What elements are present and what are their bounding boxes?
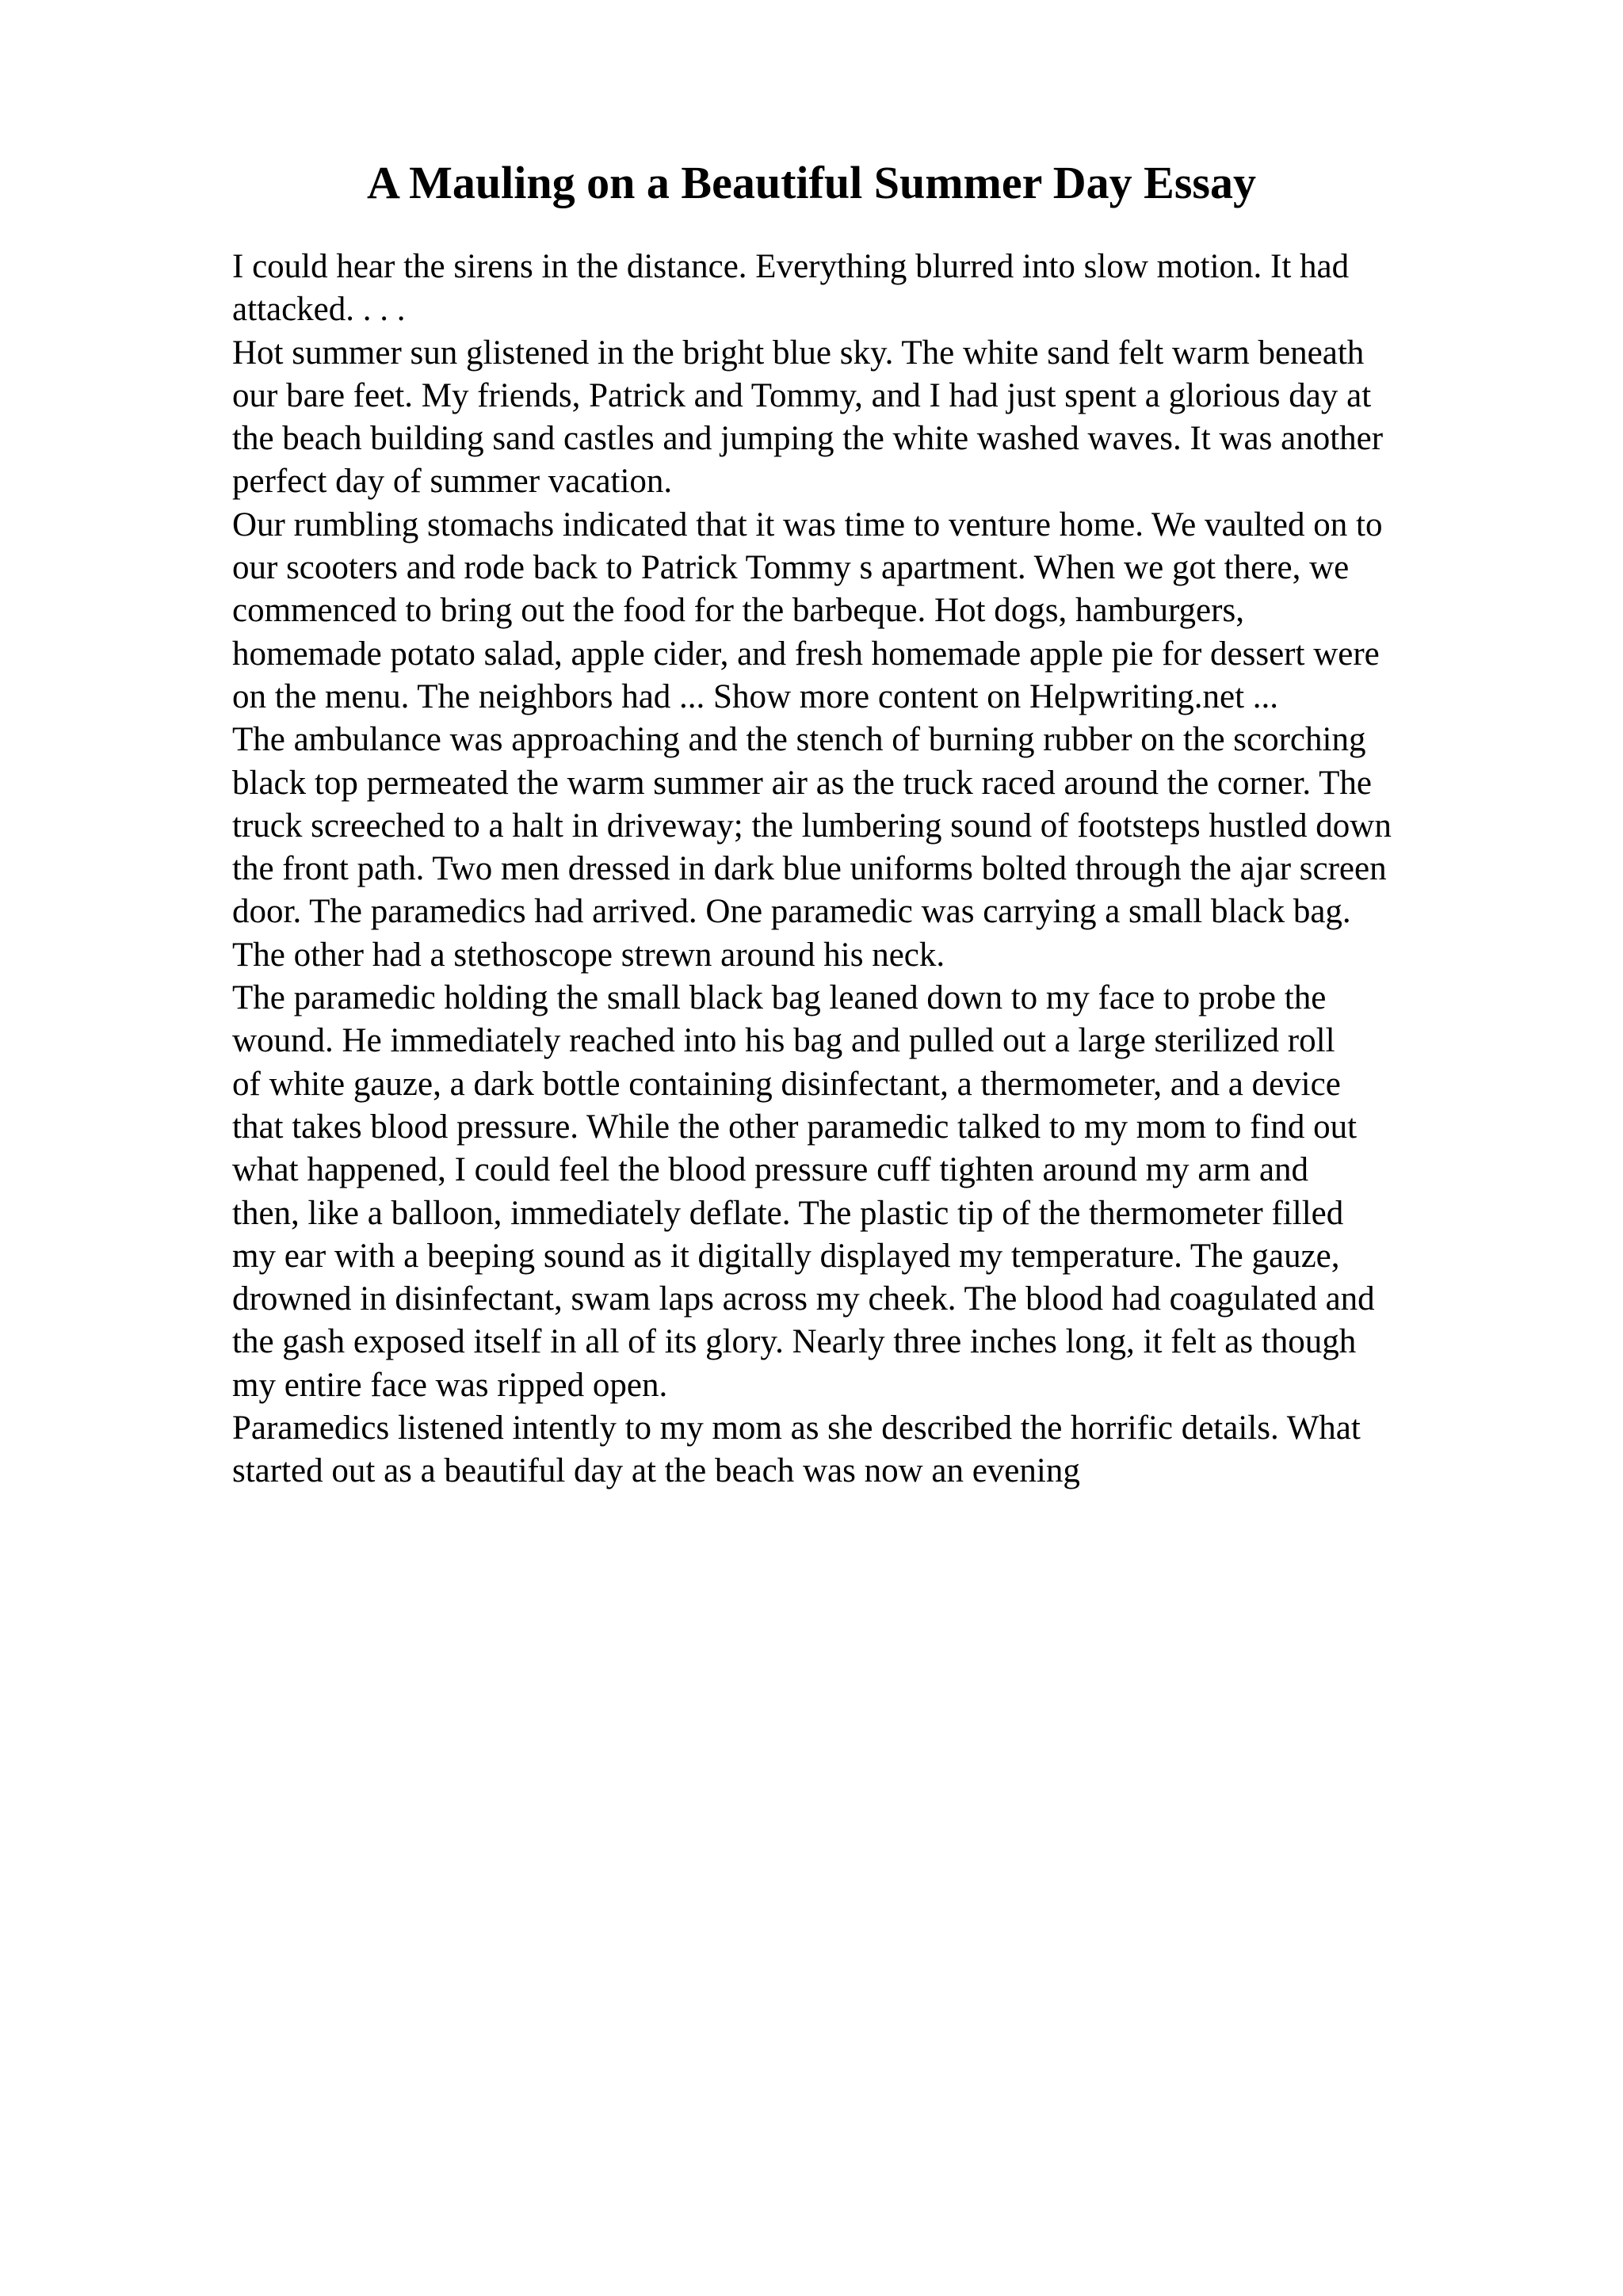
text-line: attacked. . . . (232, 291, 406, 329)
text-line: our bare feet. My friends, Patrick and Tommy, and I had just spent a glorious day at (232, 376, 1372, 414)
text-line: then, like a balloon, immediately deflate. The plastic tip of the thermometer filled (232, 1194, 1344, 1232)
text-line: black top permeated the warm summer air as the truck raced around the corner. The (232, 764, 1372, 802)
text-line: perfect day of summer vacation. (232, 463, 673, 501)
text-line: The paramedic holding the small black bag leaned down to my face to probe the (232, 979, 1327, 1017)
text-line: what happened, I could feel the blood pressure cuff tighten around my arm and (232, 1151, 1309, 1189)
text-line: started out as a beautiful day at the beach was now an evening (232, 1452, 1080, 1490)
text-line: truck screeched to a halt in driveway; the lumbering sound of footsteps hustled down (232, 807, 1392, 845)
text-line: door. The paramedics had arrived. One paramedic was carrying a small black bag. (232, 893, 1351, 931)
text-line: the front path. Two men dressed in dark blue uniforms bolted through the ajar screen (232, 850, 1387, 888)
text-line: of white gauze, a dark bottle containing disinfectant, a thermometer, and a device (232, 1065, 1341, 1103)
text-line: my entire face was ripped open. (232, 1366, 668, 1404)
text-line: homemade potato salad, apple cider, and fresh homemade apple pie for dessert were (232, 635, 1380, 673)
text-line: our scooters and rode back to Patrick Tommy s apartment. When we got there, we (232, 549, 1350, 587)
text-line: Hot summer sun glistened in the bright blue sky. The white sand felt warm beneath (232, 334, 1365, 372)
text-line: Our rumbling stomachs indicated that it was time to venture home. We vaulted on to (232, 505, 1383, 543)
text-line: that takes blood pressure. While the other paramedic talked to my mom to find out (232, 1108, 1358, 1146)
text-line: wound. He immediately reached into his bag and pulled out a large sterilized roll (232, 1022, 1335, 1060)
text-line: drowned in disinfectant, swam laps across my cheek. The blood had coagulated and (232, 1280, 1375, 1318)
document-title: A Mauling on a Beautiful Summer Day Essay (366, 157, 1257, 208)
text-line-show-more: on the menu. The neighbors had ... Show more content on Helpwriting.net ... (232, 677, 1279, 715)
text-line: The other had a stethoscope strewn around his neck. (232, 936, 945, 974)
text-line: the beach building sand castles and jumping the white washed waves. It was another (232, 420, 1384, 458)
text-line: my ear with a beeping sound as it digitally displayed my temperature. The gauze, (232, 1237, 1340, 1275)
text-line: Paramedics listened intently to my mom as she described the horrific details. What (232, 1409, 1361, 1447)
document-body (232, 246, 1500, 1493)
text-line: I could hear the sirens in the distance. Everything blurred into slow motion. It had (232, 248, 1350, 285)
text-line: the gash exposed itself in all of its glory. Nearly three inches long, it felt as though (232, 1323, 1357, 1361)
text-line: commenced to bring out the food for the barbeque. Hot dogs, hamburgers, (232, 592, 1244, 630)
text-line: The ambulance was approaching and the stench of burning rubber on the scorching (232, 721, 1366, 759)
